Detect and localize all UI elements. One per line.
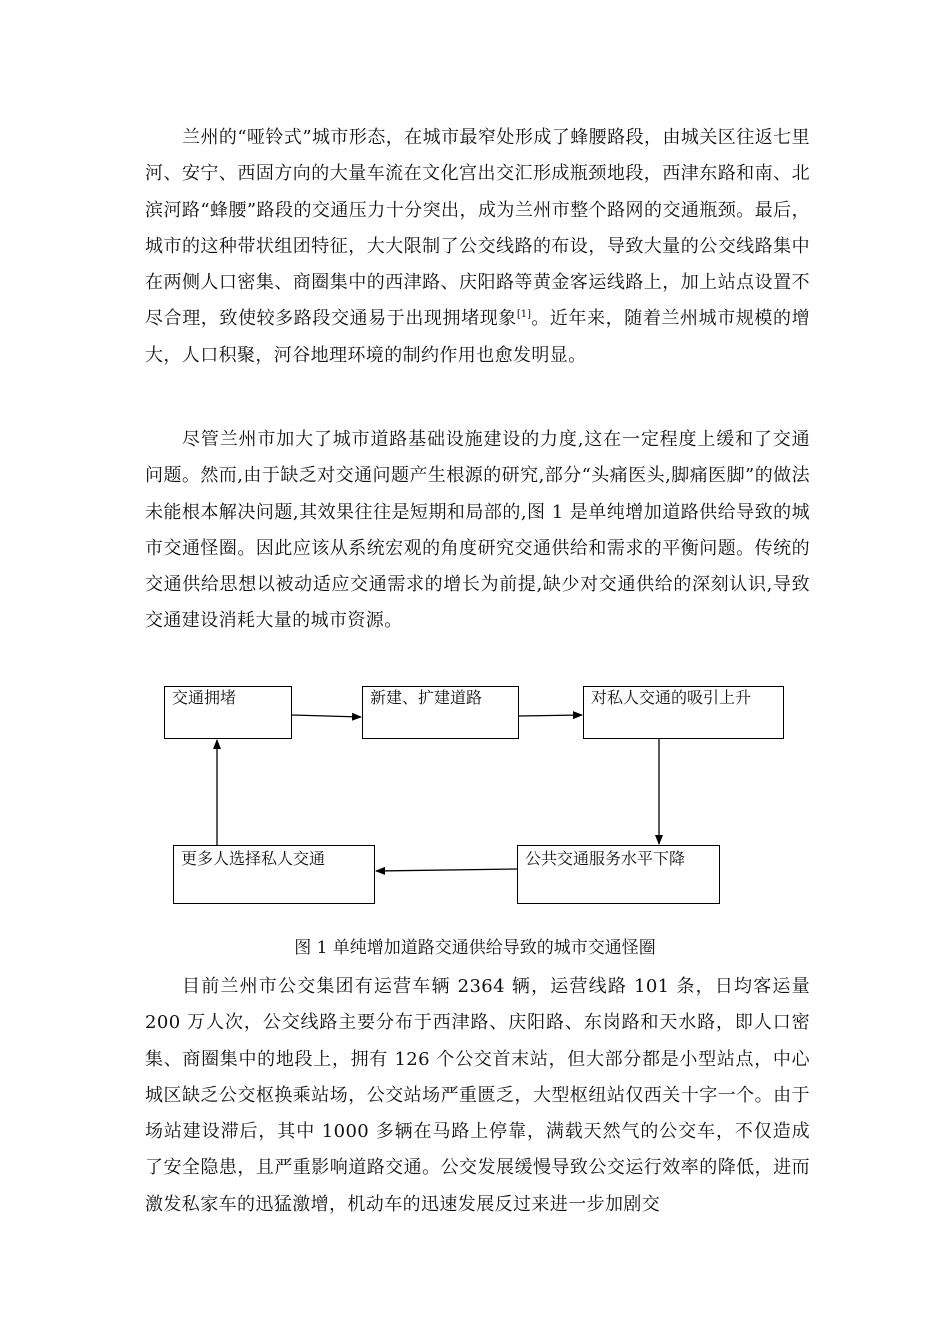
box-more-private-label: 更多人选择私人交通 — [181, 849, 326, 868]
box-transit-decline-label: 公共交通服务水平下降 — [525, 849, 686, 868]
arrow-build-to-attraction — [519, 715, 582, 716]
figure-caption: 图 1 单纯增加道路交通供给导致的城市交通怪圈 — [294, 938, 656, 958]
paragraph-1-text: 兰州的“哑铃式”城市形态，在城市最窄处形成了蜂腰路段，由城关区往返七里河、安宁、西固方向的大量车流在文化宫出交汇形成瓶颈地段，西津东路和南、北滨河路“蜂腰”路段的交通压力十分突出，成为兰州市整个路网的交通瓶颈。最后，城市的这种带状组团特征，大大限制了公交线路的布设，导致大量的公交线路集中在两侧人口密集、商圈集中的西津路、庆阳路等黄金客运线路上，加上站点设置不尽合理，致使较多路段交通易于出现拥堵现象 — [145, 127, 810, 330]
paragraph-1-tail: 。近年来，随着兰州城市规模的增大，人口积聚，河谷地理环境的制约作用也愈发明显。 — [145, 308, 811, 366]
box-congestion-label: 交通拥堵 — [172, 688, 237, 707]
paragraph-2: 尽管兰州市加大了城市道路基础设施建设的力度,这在一定程度上缓和了交通问题。然而,由于缺乏对交通问题产生根源的研究,部分“头痛医头,脚痛医脚”的做法未能根本解决问题,其效果往往是短期和局部的,图 1 是单纯增加道路供给导致的城市交通怪圈。因此应该从系统宏观的角度研究交通供给和需求的平衡问题。传统的交通供给思想以被动适应交通需求的增长为前提,缺少对交通供给的深刻认识,导致交通建设消耗大量的城市资源。 — [145, 429, 810, 632]
box-transit-decline — [517, 845, 720, 904]
paragraph-3: 目前兰州市公交集团有运营车辆 2364 辆，运营线路 101 条，日均客运量 200 万人次，公交线路主要分布于西津路、庆阳路、东岗路和天水路，即人口密集、商圈集中的地段上，拥有 126 个公交首末站，但大部分都是小型站点，中心城区缺乏公交枢换乘站场，公交站场严重匮乏，大型枢纽站仅西关十字一个。由于场站建设滞后，其中 1000 多辆在马路上停靠，满载天然气的公交车，不仅造成了安全隐患，且严重影响道路交通。公交发展缓慢导致公交运行效率的降低，进而激发私家车的迅猛激增，机动车的迅速发展反过来进一步加剧交 — [145, 976, 810, 1215]
box-more-private — [173, 845, 375, 904]
box-build-roads — [362, 686, 519, 739]
box-build-roads-label: 新建、扩建道路 — [370, 688, 483, 707]
arrow-decline-to-more-private — [376, 869, 517, 871]
paragraph-1 — [145, 120, 810, 374]
box-private-attraction — [583, 686, 784, 739]
box-private-attraction-label: 对私人交通的吸引上升 — [591, 688, 752, 707]
citation-1: [1] — [516, 309, 532, 321]
arrow-congestion-to-build — [292, 715, 361, 717]
box-congestion — [164, 686, 292, 739]
